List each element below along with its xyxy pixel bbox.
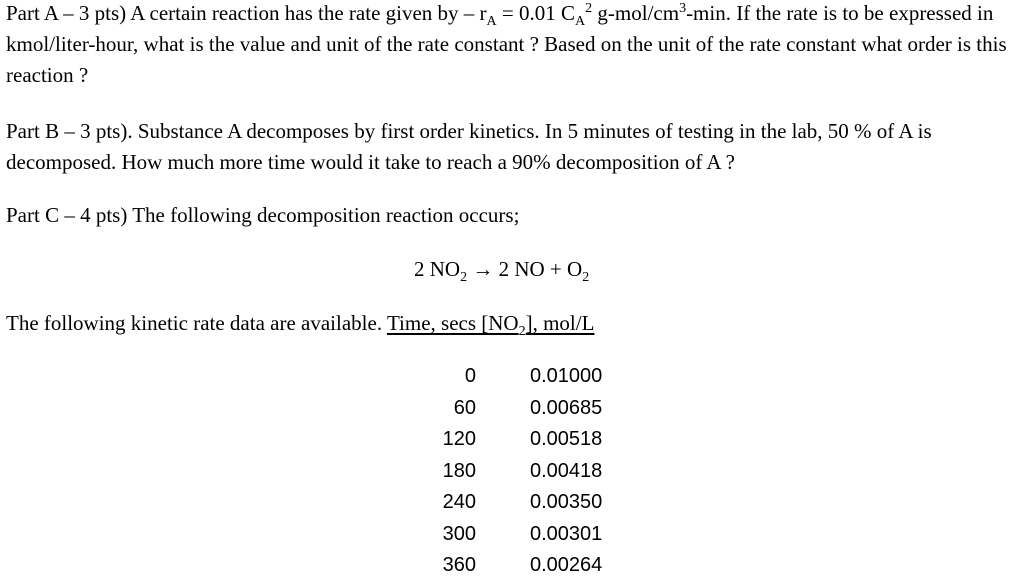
concentration-cell: 0.01000 [530, 365, 603, 387]
concentration-cell: 0.00264 [530, 554, 603, 576]
table-header: Time, secs $[NO_2]$, mol/L [386, 311, 595, 340]
time-cell: 240 [442, 491, 476, 513]
time-cell: 0 [464, 365, 476, 387]
time-cell: 120 [442, 428, 476, 450]
time-cell: 180 [442, 459, 476, 482]
part-a-question: Part A – 3 pts) A certain reaction has the rate given by – $r_A = 0.01$ $C_A^2$ $g-mol/cm^3-\min$. If the rate is to be expressed in kmol/liter-hour, what is the value and unit of the rate constant ? Based on the unit of the rate constant what order is this reaction ? [6, 1, 1007, 87]
reaction-equation: 2 $NO_2 \to 2$ NO + $O_2$ [414, 257, 590, 286]
concentration-cell: 0.00418 [530, 459, 603, 482]
part-b-question: Part B – 3 pts). Substance A decomposes by first order kinetics. In 5 minutes of testing in the lab, 50 % of A is decomposed. How much more time would it take to reach a 90% decomposition of A ? [6, 119, 932, 174]
part-c-question: Part C – 4 pts) The following decomposition reaction occurs; [6, 203, 520, 227]
concentration-cell: 0.00301 [530, 522, 603, 545]
concentration-cell: 0.00685 [530, 396, 603, 419]
concentration-cell: 0.00350 [530, 491, 603, 513]
time-cell: 360 [442, 554, 476, 576]
data-intro-line: The following kinetic rate data are available. Time, secs $[NO_2]$, mol/L [6, 311, 595, 340]
time-cell: 60 [453, 396, 476, 419]
time-cell: 300 [442, 522, 476, 545]
concentration-cell: 0.00518 [530, 428, 603, 450]
